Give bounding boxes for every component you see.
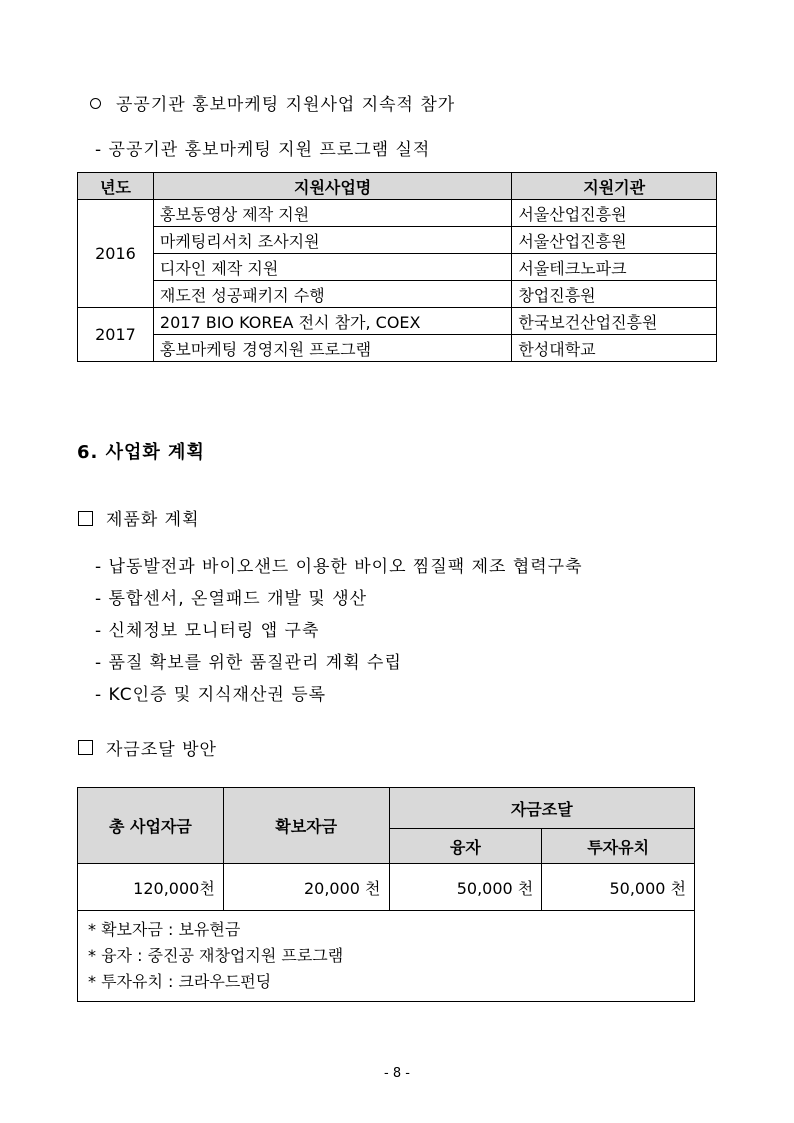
page-number: - 8 -: [384, 1066, 410, 1081]
header-invest: 투자유치: [542, 829, 695, 864]
table-row: [78, 864, 695, 911]
agency-cell: 한국보건산업진흥원: [512, 308, 717, 335]
program-cell: 디자인 제작 지원: [153, 254, 511, 281]
list-item: - 납동발전과 바이오샌드 이용한 바이오 찜질팩 제조 협력구축: [95, 557, 583, 577]
note-line: * 확보자금 : 보유현금: [88, 920, 241, 939]
checkbox-square-icon: [78, 740, 93, 755]
value-loan: 50,000 천: [389, 864, 542, 911]
table-row: [78, 254, 717, 281]
program-cell: 홍보마케팅 경영지원 프로그램: [153, 335, 511, 362]
value-total: 120,000천: [78, 864, 224, 911]
program-cell: 재도전 성공패키지 수행: [153, 281, 511, 308]
header-secured: 확보자금: [223, 788, 389, 864]
section-heading: 6. 사업화 계획: [77, 442, 205, 463]
agency-cell: 서울산업진흥원: [512, 227, 717, 254]
funding-title: 자금조달 방안: [106, 740, 217, 760]
table-row: [78, 281, 717, 308]
list-item: - KC인증 및 지식재산권 등록: [95, 685, 327, 705]
funding-notes: [78, 911, 695, 1002]
list-item: - 신체정보 모니터링 앱 구축: [95, 621, 320, 641]
program-cell: 마케팅리서치 조사지원: [153, 227, 511, 254]
table-row: [78, 308, 717, 335]
year-cell: 2017: [78, 308, 154, 362]
table-row: [78, 227, 717, 254]
agency-cell: 한성대학교: [512, 335, 717, 362]
section-sub-text: - 공공기관 홍보마케팅 지원 프로그램 실적: [95, 140, 431, 160]
table-row: [78, 200, 717, 227]
agency-cell: 서울산업진흥원: [512, 200, 717, 227]
list-item: - 품질 확보를 위한 품질관리 계획 수립: [95, 653, 402, 673]
note-line: * 융자 : 중진공 재창업지원 프로그램: [88, 946, 344, 965]
support-history-table: [77, 172, 717, 362]
value-invest: 50,000 천: [542, 864, 695, 911]
funding-table: [77, 787, 695, 1002]
table-row: [78, 335, 717, 362]
header-loan: 융자: [389, 829, 542, 864]
checkbox-square-icon: [78, 511, 93, 526]
product-plan-title: 제품화 계획: [106, 510, 200, 530]
header-program: 지원사업명: [153, 173, 511, 200]
agency-cell: 서울테크노파크: [512, 254, 717, 281]
circle-bullet-icon: [90, 98, 101, 109]
header-agency: 지원기관: [512, 173, 717, 200]
table-header-row: [78, 173, 717, 200]
program-cell: 2017 BIO KOREA 전시 참가, COEX: [153, 308, 511, 335]
list-item: - 통합센서, 온열패드 개발 및 생산: [95, 589, 368, 609]
header-year: 년도: [78, 173, 154, 200]
note-line: * 투자유치 : 크라우드펀딩: [88, 972, 272, 991]
section-bullet-text: 공공기관 홍보마케팅 지원사업 지속적 참가: [116, 95, 456, 115]
agency-cell: 창업진흥원: [512, 281, 717, 308]
header-funding: 자금조달: [389, 788, 695, 829]
program-cell: 홍보동영상 제작 지원: [153, 200, 511, 227]
header-total: 총 사업자금: [78, 788, 224, 864]
year-cell: 2016: [78, 200, 154, 308]
value-secured: 20,000 천: [223, 864, 389, 911]
